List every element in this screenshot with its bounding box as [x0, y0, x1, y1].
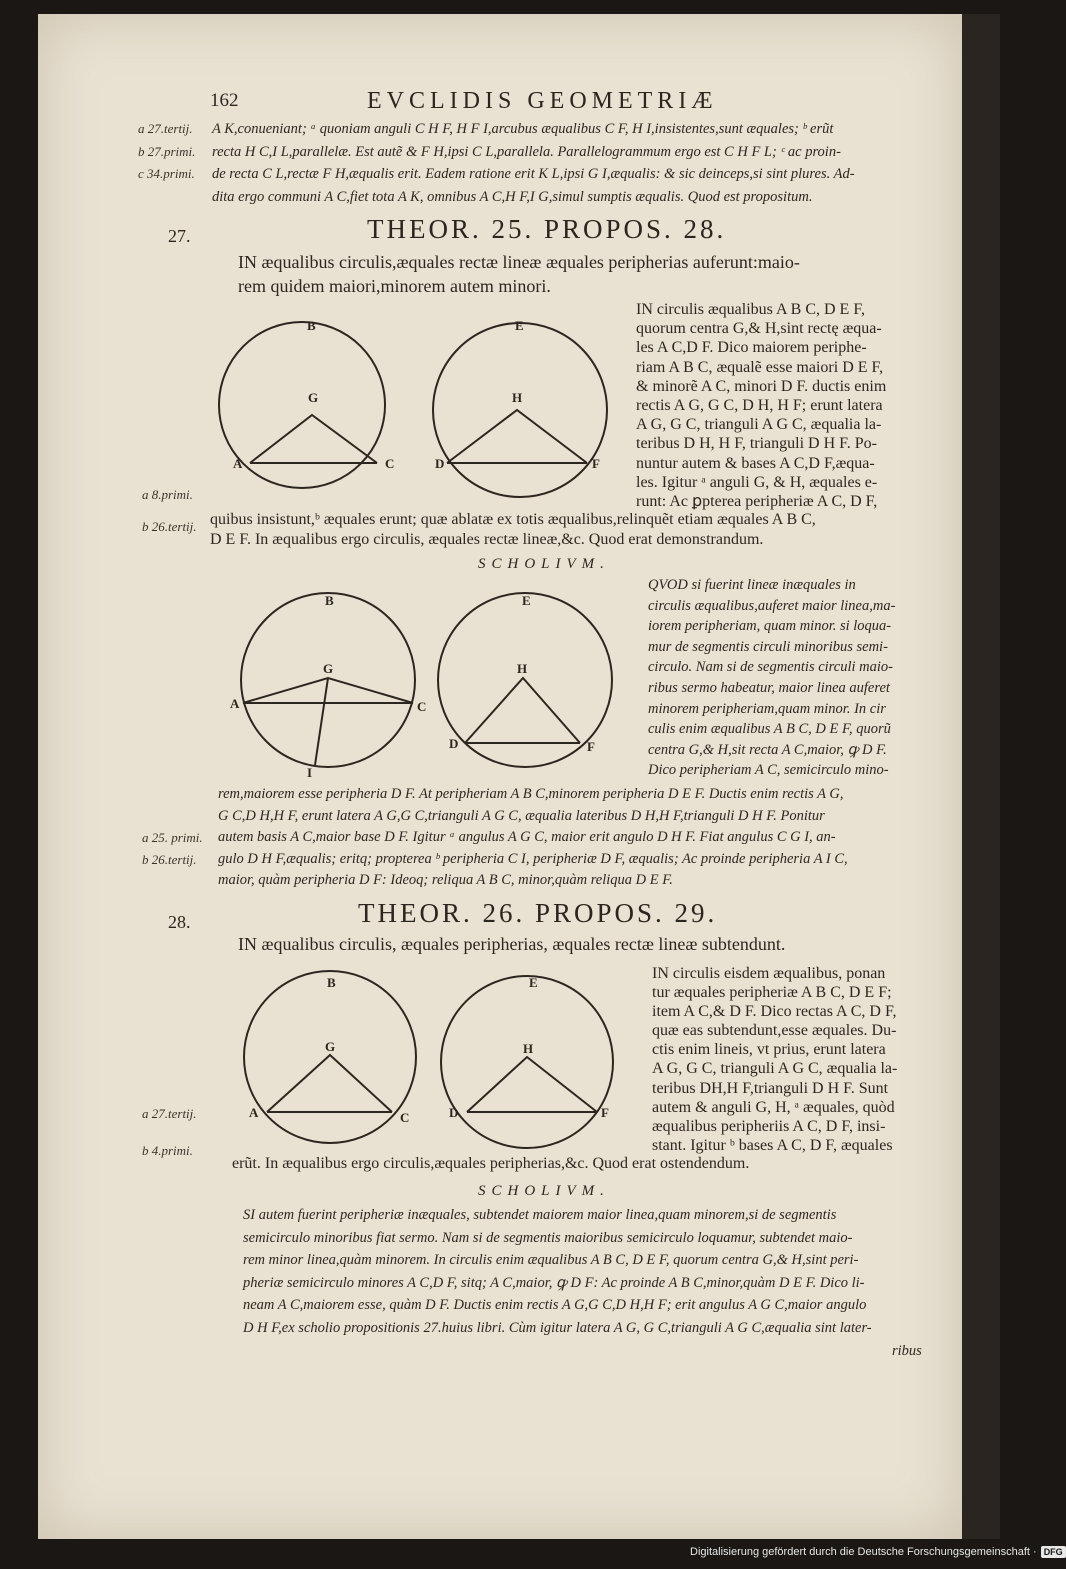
- digitization-credit: [690, 1546, 1066, 1558]
- margin-note: b 26.tertij.: [142, 852, 197, 867]
- figure-equal-chords: [215, 312, 620, 502]
- text-line: runt: Ac ꝑpterea peripheriæ A C, D F,: [636, 493, 878, 511]
- text-line: quæ eas subtendunt,esse æquales. Du-: [652, 1022, 897, 1040]
- label-b: B: [307, 318, 316, 333]
- scholium-text: [648, 575, 895, 781]
- scholium-title: SCHOLIVM.: [478, 1183, 610, 1199]
- circle-abc: [244, 971, 416, 1143]
- text-line: D H F,ex scholio propositionis 27.huius libri. Cùm igitur latera A G, G C,trianguli A G C,æqualia sint later-: [243, 1319, 872, 1336]
- label-e: E: [522, 593, 531, 608]
- page-edge: [962, 14, 1000, 1539]
- text-line: riam A B C, æqualẽ esse maiori D E F,: [636, 358, 884, 376]
- scholium-text-continued: [218, 784, 848, 892]
- scholium-title: SCHOLIVM.: [478, 556, 610, 572]
- triangle-dhf: [447, 410, 587, 463]
- theorem25-conclusion: [210, 510, 816, 550]
- label-b: B: [327, 975, 336, 990]
- text-line: mur de segmentis circuli minoribus semi-: [648, 638, 888, 655]
- text-line: rem,maiorem esse peripheria D F. At peripheriam A B C,minorem peripheria D E F. Ductis enim rectis A G,: [218, 786, 844, 802]
- theorem25-demonstration: [636, 300, 886, 511]
- text-line: A K,conueniant; ᵃ quoniam anguli C H F, H F I,arcubus æqualibus C F, H I,insistentes,sunt æquales; ᵇ erũt: [212, 121, 834, 137]
- label-e: E: [515, 318, 524, 333]
- scholium-text: [243, 1204, 922, 1362]
- label-i: I: [307, 765, 313, 780]
- triangle-agc: [267, 1055, 392, 1112]
- label-f: F: [592, 456, 600, 471]
- text-line: les. Igitur ᵃ anguli G, & H, æquales e-: [636, 473, 878, 491]
- text-line: rem quidem maiori,minorem autem minori.: [238, 276, 551, 296]
- margin-note: c 34.primi.: [138, 166, 195, 181]
- text-line: circulis æqualibus,auferet maior linea,ma-: [648, 597, 896, 614]
- text-line: autem & anguli G, H, ᵃ æquales, quòd: [652, 1098, 895, 1116]
- text-line: circulo. Nam si de segmentis circuli maio-: [648, 659, 893, 676]
- label-f: F: [601, 1105, 609, 1120]
- margin-note: b 4.primi.: [142, 1143, 193, 1158]
- proposition-statement: [238, 250, 800, 298]
- label-b: B: [325, 593, 334, 608]
- label-a: A: [249, 1105, 259, 1120]
- text-line: Dico peripheriam A C, semicirculo mino-: [648, 762, 889, 779]
- text-line: autem basis A C,maior base D F. Igitur ᵃ angulus A G C, maior erit angulo D H F. Fiat angulus C G I, an-: [218, 829, 836, 845]
- text-line: iorem peripheriam, quam minor. si loqua-: [648, 618, 892, 635]
- label-h: H: [523, 1041, 534, 1056]
- margin-note: a 27.tertij.: [138, 121, 193, 136]
- text-line: maior, quàm peripheria D F: Ideoq; reliqua A B C, minor,quàm reliqua D E F.: [218, 872, 673, 888]
- label-d: D: [435, 456, 445, 471]
- page-number: 162: [210, 90, 239, 111]
- text-line: ctis enim lineis, vt prius, erunt latera: [652, 1041, 886, 1059]
- theorem-heading: THEOR. 26. PROPOS. 29.: [358, 898, 718, 928]
- label-g: G: [308, 390, 319, 405]
- label-h: H: [517, 661, 528, 676]
- circle-def: [441, 976, 613, 1148]
- text-line: tur æquales peripheriæ A B C, D E F;: [652, 984, 892, 1002]
- label-c: C: [385, 456, 395, 471]
- triangle-dhf: [465, 678, 580, 743]
- text-line: quorum centra G,& H,sint rectę æqua-: [636, 320, 882, 338]
- label-c: C: [417, 699, 427, 714]
- text-line: de recta C L,rectæ F H,æqualis erit. Eadem ratione erit K L,ipsi G I,æqualis: & sic deinceps,si sint plures. Ad-: [212, 166, 855, 182]
- text-line: SI autem fuerint peripheriæ inæquales, subtendet maiorem maior linea,quam minorem,si de segmentis: [243, 1207, 837, 1223]
- text-line: pheriæ semicirculo minores A C,D F, sitq; A C,maior, ꝙ D F: Ac proinde A B C,minor,quàm D E F. Dico li-: [243, 1274, 865, 1291]
- label-c: C: [400, 1110, 410, 1125]
- figure-unequal-chords: [225, 585, 630, 780]
- margin-note: a 25. primi.: [142, 830, 203, 845]
- text-line: item A C,& D F. Dico rectas A C, D F,: [652, 1003, 897, 1021]
- running-title: EVCLIDIS GEOMETRIÆ: [367, 88, 718, 114]
- label-a: A: [230, 696, 240, 711]
- text-line: G C,D H,H F, erunt latera A G,G C,trianguli A G C, æqualia lateribus D H,H F,trianguli D H F. Ponitur: [218, 807, 825, 824]
- label-g: G: [323, 661, 334, 676]
- text-line: ribus sermo habeatur, maior linea auferet: [648, 679, 890, 696]
- text-line: QVOD si fuerint lineæ inæquales in: [648, 577, 856, 593]
- text-line: centra G,& H,sit recta A C,maior, ꝙ D F.: [648, 741, 887, 758]
- top-margin-notes: [138, 118, 195, 186]
- margin-note: b 26.tertij.: [142, 519, 197, 534]
- circle-def: [433, 323, 607, 497]
- proposition-statement: IN æqualibus circulis, æquales peripherias, æquales rectæ lineæ subtendunt.: [238, 934, 786, 954]
- theorem26-conclusion: erũt. In æqualibus ergo circulis,æquales peripherias,&c. Quod erat ostendendum.: [232, 1155, 750, 1172]
- text-line: neam A C,maiorem esse, quàm D F. Ductis enim rectis A G,G C,D H,H F; erit angulus A G C,maior angulo: [243, 1297, 867, 1314]
- credit-text: Digitalisierung gefördert durch die Deutsche Forschungsgemeinschaft ·: [690, 1546, 1037, 1558]
- margin-note: a 8.primi.: [142, 487, 193, 502]
- label-e: E: [529, 975, 538, 990]
- label-d: D: [449, 1105, 459, 1120]
- label-d: D: [449, 736, 459, 751]
- catchword: ribus: [892, 1342, 922, 1359]
- text-line: semicirculo minoribus fiat sermo. Nam si de segmentis maioribus semicirculo loquamur, subtendet maio-: [243, 1229, 853, 1246]
- text-line: quibus insistunt,ᵇ æquales erunt; quæ ablatæ ex totis æqualibus,relinquẽt etiam æquales A B C,: [210, 511, 816, 528]
- label-g: G: [325, 1039, 336, 1054]
- text-line: recta H C,I L,parallelæ. Est autẽ & F H,ipsi C L,parallela. Parallelogrammum ergo est C H F L; ᶜ ac proin-: [212, 143, 841, 160]
- line-gi: [315, 678, 328, 765]
- text-line: teribus DH,H F,trianguli D H F. Sunt: [652, 1079, 889, 1097]
- label-f: F: [587, 739, 595, 754]
- text-line: IN æqualibus circulis,æquales rectæ lineæ æquales peripherias auferunt:maio-: [238, 252, 800, 272]
- top-continuation-text: [212, 118, 855, 208]
- text-line: rem minor linea,quàm minorem. In circulis enim æqualibus A B C, D E F, quorum centra G,& H,sint peri-: [243, 1252, 859, 1269]
- text-line: teribus D H, H F, trianguli D H F. Po-: [636, 435, 877, 453]
- text-line: les A C,D F. Dico maiorem periphe-: [636, 339, 867, 357]
- text-line: & minorẽ A C, minori D F. ductis enim: [636, 377, 887, 395]
- triangle-dhf: [467, 1057, 597, 1112]
- text-line: IN circulis eisdem æqualibus, ponan: [652, 965, 886, 982]
- margin-note: a 27.tertij.: [142, 1106, 197, 1121]
- label-a: A: [233, 456, 243, 471]
- section-number: 28.: [168, 912, 191, 932]
- margin-note: b 27.primi.: [138, 143, 196, 159]
- label-h: H: [512, 390, 523, 405]
- text-line: minorem peripheriam,quam minor. In cir: [648, 700, 886, 717]
- text-line: A G, G C, trianguli A G C, æqualia la-: [636, 416, 882, 434]
- figure-equal-arcs: [235, 970, 620, 1155]
- theorem-heading: THEOR. 25. PROPOS. 28.: [367, 214, 727, 244]
- text-line: gulo D H F,æqualis; eritq; propterea ᵇ peripheria C I, peripheriæ D F, æqualis; Ac proinde peripheria A I C,: [218, 850, 848, 867]
- text-line: nuntur autem & bases A C,D F,æqua-: [636, 454, 875, 472]
- text-line: stant. Igitur ᵇ bases A C, D F, æquales: [652, 1136, 893, 1154]
- text-line: dita ergo communi A C,fiet tota A K, omnibus A C,H F,I G,simul sumptis æqualis. Quod est propositum.: [212, 188, 813, 205]
- text-line: A G, G C, trianguli A G C, æqualia la-: [652, 1060, 898, 1078]
- text-line: æqualibus peripheriis A C, D F, insi-: [652, 1117, 886, 1135]
- dfg-logo: DFG: [1041, 1546, 1066, 1558]
- theorem26-demonstration: [652, 964, 897, 1155]
- triangle-agc: [250, 415, 377, 463]
- text-line: IN circulis æqualibus A B C, D E F,: [636, 301, 865, 318]
- text-line: culis enim æqualibus A B C, D E F, quorũ: [648, 721, 891, 738]
- text-line: rectis A G, G C, D H, H F; erunt latera: [636, 397, 883, 415]
- text-line: D E F. In æqualibus ergo circulis, æquales rectæ lineæ,&c. Quod erat demonstrandum.: [210, 531, 764, 548]
- section-number: 27.: [168, 226, 191, 246]
